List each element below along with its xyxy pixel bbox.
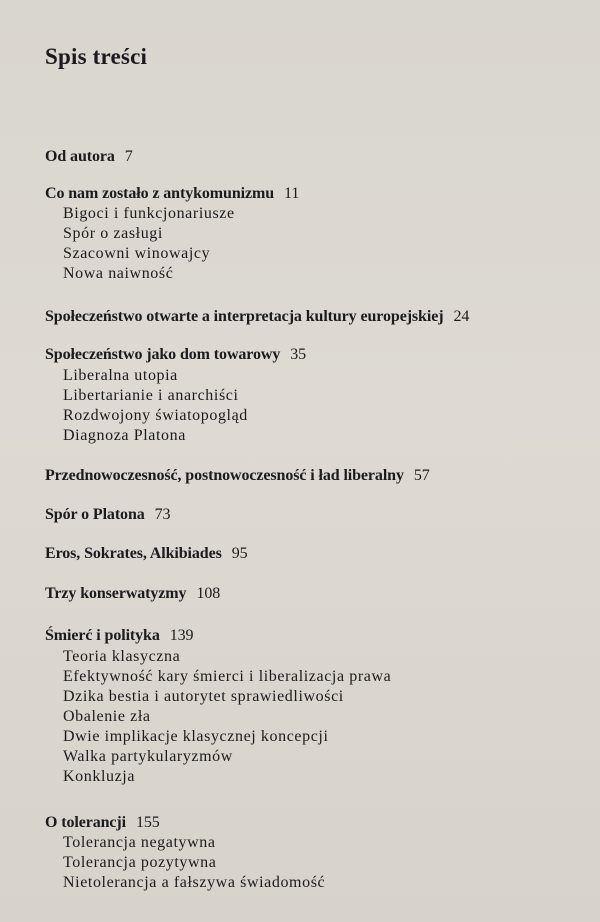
toc-page-number: 7 — [124, 148, 133, 165]
toc-subentry: Liberalna utopia — [63, 367, 178, 384]
toc-entry-spoleczenstwo-otwarte — [45, 308, 469, 326]
toc-heading: Przednowoczesność, postnowoczesność i ład liberalny — [45, 467, 404, 484]
toc-heading: Społeczeństwo otwarte a interpretacja kultury europejskiej — [45, 308, 444, 325]
toc-entry-dom-towarowy — [45, 346, 306, 364]
toc-subentry: Spór o zasługi — [63, 225, 163, 242]
toc-page-number: 57 — [413, 467, 430, 484]
toc-entry-antykomunizm — [45, 185, 299, 203]
toc-entry-spor-o-platona — [45, 506, 170, 524]
toc-page-number: 95 — [231, 545, 248, 562]
toc-heading: Trzy konserwatyzmy — [45, 585, 187, 602]
toc-subentry: Szacowni winowajcy — [63, 245, 211, 262]
toc-heading: Spór o Platona — [45, 506, 145, 523]
toc-entry-o-tolerancji — [45, 814, 160, 832]
toc-page-number: 35 — [290, 346, 307, 363]
toc-subentry: Nietolerancja a fałszywa świadomość — [63, 874, 326, 891]
toc-heading: Społeczeństwo jako dom towarowy — [45, 346, 281, 363]
toc-subentry: Konkluzja — [63, 768, 136, 785]
toc-subentry: Dzika bestia i autorytet sprawiedliwości — [63, 688, 344, 705]
toc-subentry: Dwie implikacje klasycznej koncepcji — [63, 728, 329, 745]
toc-heading: Śmierć i polityka — [45, 627, 160, 644]
toc-page-number: 139 — [169, 627, 194, 644]
toc-entry-eros — [45, 545, 248, 563]
toc-page-number: 24 — [453, 308, 470, 325]
toc-heading: Eros, Sokrates, Alkibiades — [45, 545, 222, 562]
toc-subentry: Bigoci i funkcjonariusze — [63, 205, 235, 222]
toc-subentry: Tolerancja negatywna — [63, 834, 216, 851]
toc-entry-smierc-i-polityka — [45, 627, 193, 645]
toc-subentry: Diagnoza Platona — [63, 427, 186, 444]
toc-subentry: Rozdwojony światopogląd — [63, 407, 248, 424]
toc-title: Spis treści — [45, 44, 148, 69]
toc-heading: O tolerancji — [45, 814, 126, 831]
toc-page-number: 11 — [284, 185, 300, 202]
toc-page-number: 73 — [154, 506, 171, 523]
toc-heading: Od autora — [45, 148, 115, 165]
toc-entry-przednowoczesnosc — [45, 467, 430, 485]
toc-subentry: Walka partykularyzmów — [63, 748, 233, 765]
toc-heading: Co nam zostało z antykomunizmu — [45, 185, 275, 202]
toc-subentry: Nowa naiwność — [63, 265, 174, 282]
toc-subentry: Efektywność kary śmierci i liberalizacja prawa — [63, 668, 392, 685]
toc-subentry: Libertarianie i anarchiści — [63, 387, 239, 404]
toc-page-number: 108 — [196, 585, 221, 602]
toc-subentry: Tolerancja pozytywna — [63, 854, 217, 871]
toc-page-number: 155 — [136, 814, 160, 831]
toc-subentry: Obalenie zła — [63, 708, 151, 725]
toc-entry-trzy-konserwatyzmy — [45, 585, 220, 603]
toc-entry-od-autora — [45, 148, 133, 166]
toc-subentry: Teoria klasyczna — [63, 648, 181, 665]
